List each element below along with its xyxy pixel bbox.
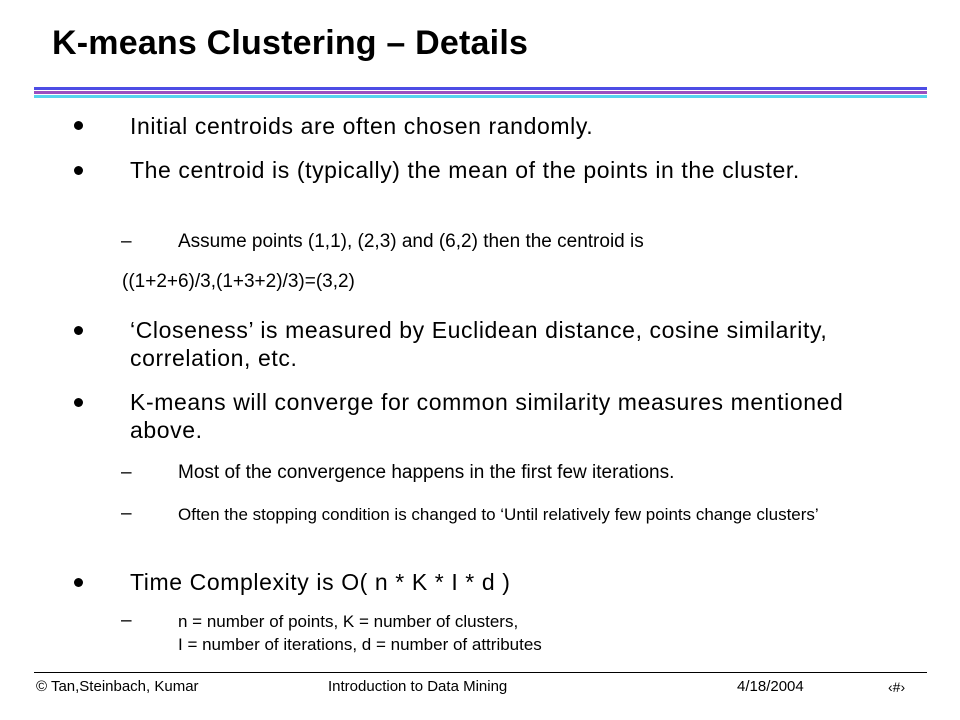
bullet-centroid-mean: The centroid is (typically) the mean of the points in the cluster. (130, 157, 800, 183)
sub-bullet-dash: – (121, 610, 132, 631)
footer-course: Introduction to Data Mining (328, 678, 508, 695)
sub-bullet-complexity-line1: n = number of points, K = number of clusters, (178, 612, 519, 631)
bullet-time-complexity: Time Complexity is O( n * K * I * d ) (130, 569, 511, 595)
footer-authors: © Tan,Steinbach, Kumar (36, 678, 199, 695)
sub-bullet-dash: – (121, 462, 132, 483)
title-divider-purple (34, 91, 927, 94)
bullet-dot-icon (74, 121, 83, 130)
footer-divider (34, 672, 927, 673)
bullet-kmeans-converge: K-means will converge for common similarity measures mentioned above. (130, 389, 844, 443)
centroid-formula: ((1+2+6)/3,(1+3+2)/3)=(3,2) (122, 271, 355, 292)
page-number-icon: ‹#› (888, 679, 906, 695)
bullet-dot-icon (74, 398, 83, 407)
slide-title: K-means Clustering – Details (52, 24, 529, 62)
bullet-dot-icon (74, 166, 83, 175)
bullet-dot-icon (74, 326, 83, 335)
sub-bullet-dash: – (121, 231, 132, 252)
bullet-dot-icon (74, 578, 83, 587)
title-divider (34, 87, 927, 99)
sub-bullet-dash: – (121, 503, 132, 524)
title-divider-cyan (34, 95, 927, 98)
footer-date: 4/18/2004 (737, 678, 804, 695)
bullet-initial-centroids: Initial centroids are often chosen randomly. (130, 113, 594, 139)
sub-bullet-stopping-condition: Often the stopping condition is changed to ‘Until relatively few points change clusters’ (178, 505, 819, 524)
sub-bullet-centroid-example: Assume points (1,1), (2,3) and (6,2) then the centroid is (178, 231, 644, 252)
sub-bullet-convergence-iterations: Most of the convergence happens in the first few iterations. (178, 462, 675, 483)
sub-bullet-complexity-line2: I = number of iterations, d = number of attributes (178, 635, 542, 654)
bullet-closeness: ‘Closeness’ is measured by Euclidean distance, cosine similarity, correlation, etc. (130, 317, 828, 371)
title-divider-blue (34, 87, 927, 90)
